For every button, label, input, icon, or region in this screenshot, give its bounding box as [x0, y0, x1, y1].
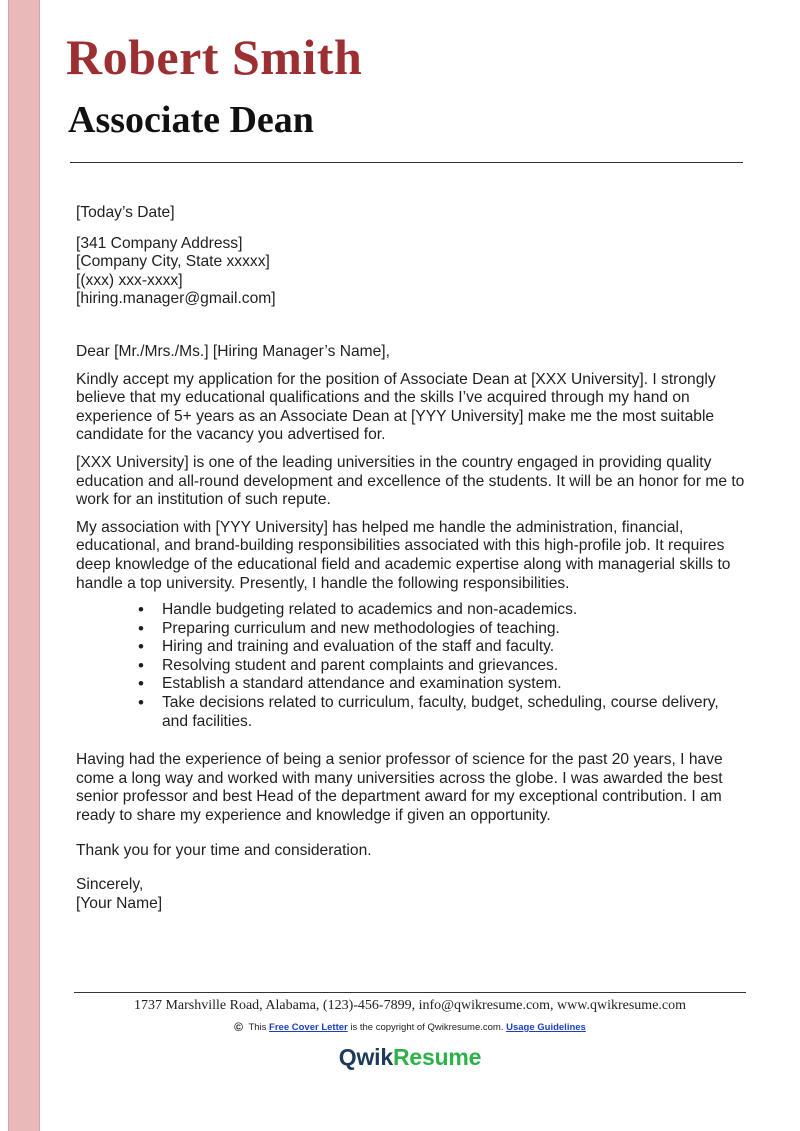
copyright-text: is the copyright of Qwikresume.com. [350, 1022, 504, 1033]
sign-off: Sincerely, [76, 876, 144, 894]
thank-you-line: Thank you for your time and consideration. [76, 841, 372, 859]
signature-name: [Your Name] [76, 894, 163, 912]
paragraph-university: [XXX University] is one of the leading universities in the country engaged in providing quality education and all-round development and excellence of the students. It will be an honor for me to work for an institution of such repute. [76, 453, 745, 509]
address-line: [hiring.manager@gmail.com] [76, 290, 276, 308]
recipient-address [76, 235, 748, 309]
responsibilities-list [76, 601, 748, 731]
copyright-notice [74, 1020, 746, 1034]
paragraph-intro: Kindly accept my application for the position of Associate Dean at [XXX University]. I strongly believe that my educational qualifications and the skills I’ve acquired through my hand on experience of 5+ years as an Associate Dean at [YYY University] make me the most suitable candidate for the vacancy you advertised for. [76, 370, 716, 444]
list-item: • Establish a standard attendance and examination system. [162, 675, 748, 694]
logo-qwik: Qwik [338, 1044, 393, 1070]
letter-body [76, 204, 748, 913]
job-title: Associate Dean [68, 99, 314, 141]
list-item: • Hiring and training and evaluation of the staff and faculty. [162, 638, 748, 657]
list-item: • Resolving student and parent complaints and grievances. [162, 657, 748, 676]
decorative-sidebar [0, 0, 38, 1131]
salutation: Dear [Mr./Mrs./Ms.] [Hiring Manager’s Name], [76, 342, 390, 360]
applicant-name: Robert Smith [66, 29, 363, 85]
address-line: [(xxx) xxx-xxxx] [76, 271, 183, 289]
footer-divider [74, 992, 746, 993]
letter-date: [Today’s Date] [76, 204, 175, 221]
usage-guidelines-link[interactable]: Usage Guidelines [506, 1022, 586, 1033]
footer-contact: 1737 Marshville Road, Alabama, (123)-456-7899, info@qwikresume.com, www.qwikresume.com [133, 998, 687, 1013]
list-item: • Preparing curriculum and new methodologies of teaching. [162, 620, 748, 639]
free-cover-letter-link[interactable]: Free Cover Letter [269, 1022, 348, 1033]
paragraph-association: My association with [YYY University] has helped me handle the administration, financial, educational, and brand-building responsibilities associated with this high-profile job. It requires deep knowledge of the educational field and academic expertise along with managerial skills to handle a top university. Presently, I handle the following responsibilities. [76, 518, 731, 592]
copyright-prefix: This [248, 1022, 267, 1033]
copyright-icon: © [234, 1020, 243, 1034]
address-line: [Company City, State xxxxx] [76, 253, 270, 271]
header-divider [70, 162, 743, 163]
list-item: • Handle budgeting related to academics and non-academics. [162, 601, 748, 620]
address-line: [341 Company Address] [76, 234, 243, 252]
sidebar-stripe [8, 0, 40, 1131]
list-item: • Take decisions related to curriculum, faculty, budget, scheduling, course delivery, and facilities. [162, 694, 748, 731]
qwikresume-logo [74, 1044, 746, 1071]
paragraph-experience: Having had the experience of being a senior professor of science for the past 20 years, I have come a long way and worked with many universities across the globe. I was awarded the best senior professor and best Head of the department award for my exceptional contribution. I am ready to share my experience and knowledge if given an opportunity. [76, 751, 723, 825]
logo-resume: Resume [392, 1044, 482, 1070]
